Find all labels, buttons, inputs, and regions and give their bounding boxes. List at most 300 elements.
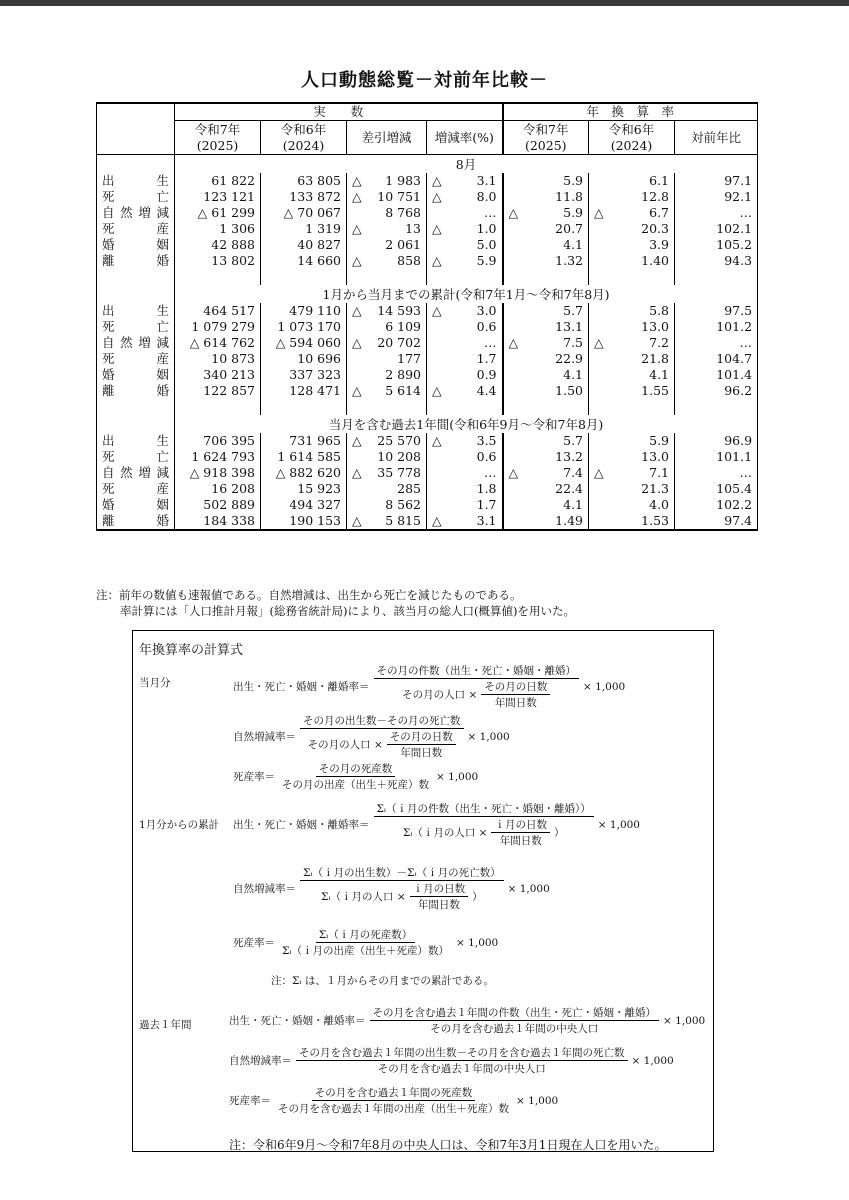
gap-cell xyxy=(503,269,589,285)
table-row xyxy=(97,465,758,481)
r6-value: 1 319 xyxy=(261,221,347,237)
row-label xyxy=(97,253,175,269)
row-label-char: 然 xyxy=(120,335,133,350)
r7-value: 123 121 xyxy=(175,189,261,205)
row-label-char: 姻 xyxy=(156,237,169,252)
a6-value-value: 12.8 xyxy=(641,189,670,204)
row-label-char: 姻 xyxy=(156,367,169,382)
rate-value-value: 1.0 xyxy=(476,221,497,236)
r6-value: 731 965 xyxy=(261,433,347,449)
a7-value-value: 11.8 xyxy=(555,189,584,204)
rate-value-value: 5.0 xyxy=(476,237,497,252)
row-label-char: 姻 xyxy=(156,497,169,512)
rate-value-value: 5.9 xyxy=(476,253,497,268)
a6-value-value: 5.9 xyxy=(649,433,670,448)
formula-h1: 出生・死亡・婚姻・離婚率＝ $\frac{\text{その月を含む過去１年間の件数（出生・死亡・婚姻・離婚）}}{\text{その月を含む過去１年間の中央人口}}$ × 1,000 xyxy=(229,1007,706,1035)
row-label-char: 産 xyxy=(156,481,169,496)
section-kako: 過去１年間 xyxy=(139,1019,192,1031)
r7-value: 1 624 793 xyxy=(175,449,261,465)
diff-value-mark: △ xyxy=(352,189,362,204)
r7-value: 61 822 xyxy=(175,173,261,189)
a7-value-value: 5.7 xyxy=(563,303,584,318)
diff-value-value: 13 xyxy=(405,221,421,236)
row-label-char: 減 xyxy=(156,335,169,350)
table-row xyxy=(97,449,758,465)
rate-value-value: 4.4 xyxy=(476,383,497,398)
yoy-value: … xyxy=(675,335,758,351)
page-title: 人口動態総覧－対前年比較－ xyxy=(301,70,548,91)
row-label-char: 離 xyxy=(102,253,115,268)
yoy-value: 101.1 xyxy=(675,449,758,465)
rate-value xyxy=(427,303,503,319)
diff-value xyxy=(347,383,427,399)
r6-header: 令和6年 (2024) xyxy=(261,121,347,155)
a7-value-value: 4.1 xyxy=(563,497,584,512)
row-label-char: 生 xyxy=(156,433,169,448)
diff-value xyxy=(347,497,427,513)
diff-value-mark: △ xyxy=(352,173,362,188)
a6-value xyxy=(589,433,675,449)
a6-value-value: 13.0 xyxy=(641,319,670,334)
r7-value: 122 857 xyxy=(175,383,261,399)
diff-value xyxy=(347,465,427,481)
formula-title: 年換算率の計算式 xyxy=(139,643,244,658)
r6-value: △ 70 067 xyxy=(261,205,347,221)
section-title-row xyxy=(97,285,758,303)
row-label xyxy=(97,383,175,399)
row-label-char: 婚 xyxy=(156,513,169,528)
gap-cell xyxy=(675,399,758,415)
gap-cell xyxy=(427,399,503,415)
a7-value xyxy=(503,221,589,237)
table-row xyxy=(97,367,758,383)
row-label xyxy=(97,205,175,221)
diff-value-mark: △ xyxy=(352,303,362,318)
diff-value-mark: △ xyxy=(352,221,362,236)
r7-value: 464 517 xyxy=(175,303,261,319)
row-label-char: 死 xyxy=(102,221,115,236)
r6-value: 63 805 xyxy=(261,173,347,189)
r7-value: 1 306 xyxy=(175,221,261,237)
label-cell xyxy=(97,415,175,433)
diff-value-value: 2 890 xyxy=(385,367,421,382)
row-label xyxy=(97,189,175,205)
row-label-char: 婚 xyxy=(156,253,169,268)
a7-value xyxy=(503,303,589,319)
row-label xyxy=(97,221,175,237)
gap-cell xyxy=(589,399,675,415)
gap-cell xyxy=(175,399,261,415)
diff-value xyxy=(347,481,427,497)
diff-value-value: 10 208 xyxy=(377,449,421,464)
row-label-char: 婚 xyxy=(102,367,115,382)
diff-value-mark: △ xyxy=(352,383,362,398)
diff-value xyxy=(347,335,427,351)
row-label-char: 死 xyxy=(102,319,115,334)
a6-value-value: 1.53 xyxy=(641,513,670,528)
a7-value-value: 7.4 xyxy=(563,465,584,480)
a6-value xyxy=(589,319,675,335)
section-gap xyxy=(97,269,758,285)
a7-value-value: 4.1 xyxy=(563,237,584,252)
formula-f3: 死産率＝ $\frac{\text{その月の死産数}}{\text{その月の出産（出生＋死産）数}}$ × 1,000 xyxy=(233,763,479,791)
rate-value-value: … xyxy=(484,205,497,220)
rate-value-value: … xyxy=(484,335,497,350)
row-label-char: 死 xyxy=(102,449,115,464)
formula-h2: 自然増減率＝ $\frac{\text{その月を含む過去１年間の出生数－その月を含む過去１年間の死亡数}}{\text{その月を含む過去１年間の中央人口}}$ × 1,000 xyxy=(229,1047,674,1075)
table-row xyxy=(97,497,758,513)
r6-value: 14 660 xyxy=(261,253,347,269)
a6-value-value: 13.0 xyxy=(641,449,670,464)
table-row xyxy=(97,253,758,269)
gap-cell xyxy=(261,269,347,285)
rate-value xyxy=(427,433,503,449)
r7-value: 10 873 xyxy=(175,351,261,367)
rate-value-value: 1.7 xyxy=(476,497,497,512)
rate-value xyxy=(427,481,503,497)
a7-value-value: 22.9 xyxy=(555,351,584,366)
yoy-value: 104.7 xyxy=(675,351,758,367)
rate-value-value: 3.0 xyxy=(476,303,497,318)
diff-value xyxy=(347,367,427,383)
row-label-char: 生 xyxy=(156,303,169,318)
r6-value: 479 110 xyxy=(261,303,347,319)
diff-value-value: 858 xyxy=(397,253,421,268)
a7-value xyxy=(503,481,589,497)
row-label-char: 自 xyxy=(102,335,115,350)
rate-value xyxy=(427,319,503,335)
a6-value-value: 5.8 xyxy=(649,303,670,318)
rate-value-mark: △ xyxy=(432,433,442,448)
a7-value xyxy=(503,319,589,335)
diff-value xyxy=(347,449,427,465)
row-label xyxy=(97,351,175,367)
a6-value-value: 7.1 xyxy=(649,465,670,480)
table-row xyxy=(97,237,758,253)
rate-value-value: 0.6 xyxy=(476,319,497,334)
diff-value-value: 8 562 xyxy=(385,497,421,512)
gap-cell xyxy=(347,399,427,415)
a6-value-value: 6.1 xyxy=(649,173,670,188)
a6-value xyxy=(589,449,675,465)
diff-value-value: 8 768 xyxy=(385,205,421,220)
diff-value xyxy=(347,513,427,530)
row-label-char: 婚 xyxy=(102,497,115,512)
top-bar xyxy=(0,0,849,6)
table-row xyxy=(97,173,758,189)
a6-value-mark: △ xyxy=(594,205,604,220)
a7-value-value: 13.2 xyxy=(555,449,584,464)
a7-value xyxy=(503,367,589,383)
rate-value-value: 1.7 xyxy=(476,351,497,366)
rate-value-mark: △ xyxy=(432,173,442,188)
rate-value xyxy=(427,205,503,221)
sigma-note: 注：Σᵢ は、１月からその月までの累計である。 xyxy=(271,975,494,987)
diff-value-value: 25 570 xyxy=(377,433,421,448)
diff-value-value: 285 xyxy=(397,481,421,496)
rate-value xyxy=(427,189,503,205)
table-row xyxy=(97,513,758,530)
row-label xyxy=(97,465,175,481)
rate-value xyxy=(427,221,503,237)
a6-value-value: 4.0 xyxy=(649,497,670,512)
a7-value xyxy=(503,383,589,399)
section-gap xyxy=(97,399,758,415)
rate-value-value: 0.6 xyxy=(476,449,497,464)
table-row xyxy=(97,189,758,205)
diff-value xyxy=(347,351,427,367)
r6-value: 494 327 xyxy=(261,497,347,513)
row-label xyxy=(97,173,175,189)
label-cell xyxy=(97,155,175,174)
r7-value: △ 614 762 xyxy=(175,335,261,351)
a6-value xyxy=(589,335,675,351)
r6-value: 133 872 xyxy=(261,189,347,205)
rate-value xyxy=(427,335,503,351)
a6-value xyxy=(589,173,675,189)
a6-value xyxy=(589,513,675,530)
row-label-char: 婚 xyxy=(102,237,115,252)
yoy-value: 105.2 xyxy=(675,237,758,253)
a6-value-value: 6.7 xyxy=(649,205,670,220)
rate-value-mark: △ xyxy=(432,383,442,398)
row-label-char: 増 xyxy=(138,335,151,350)
yoy-value: 101.4 xyxy=(675,367,758,383)
a6-value-value: 21.3 xyxy=(641,481,670,496)
diff-value xyxy=(347,205,427,221)
row-label-char: 増 xyxy=(138,205,151,220)
table-row xyxy=(97,319,758,335)
formula-g2: 自然増減率＝ Σᵢ（ｉ月の出生数）－Σᵢ（ｉ月の死亡数） Σᵢ（ｉ月の人口 × $\frac{\text{ｉ月の日数}}{\text{年間日数}}$ ） × 1,000 xyxy=(233,867,550,911)
a6-value xyxy=(589,253,675,269)
r7-value: 340 213 xyxy=(175,367,261,383)
a7-value xyxy=(503,253,589,269)
diff-value-value: 5 614 xyxy=(385,383,421,398)
a6-value xyxy=(589,497,675,513)
yoy-value: … xyxy=(675,465,758,481)
a6-value xyxy=(589,465,675,481)
table-row xyxy=(97,205,758,221)
r7-value: 502 889 xyxy=(175,497,261,513)
section-title: 8月 xyxy=(175,155,758,174)
r6-value: 10 696 xyxy=(261,351,347,367)
a7-value-value: 13.1 xyxy=(555,319,584,334)
yoy-value: 94.3 xyxy=(675,253,758,269)
row-label xyxy=(97,497,175,513)
row-label-char: 亡 xyxy=(156,189,169,204)
a7-value xyxy=(503,465,589,481)
a6-value xyxy=(589,205,675,221)
a7-value xyxy=(503,449,589,465)
r7-value: △ 918 398 xyxy=(175,465,261,481)
diff-value xyxy=(347,221,427,237)
rate-value-mark: △ xyxy=(432,253,442,268)
a7-value xyxy=(503,497,589,513)
a7-value-value: 5.9 xyxy=(563,173,584,188)
r7-value: 42 888 xyxy=(175,237,261,253)
row-label xyxy=(97,237,175,253)
a6-value-value: 3.9 xyxy=(649,237,670,252)
rate-value xyxy=(427,367,503,383)
diff-value-mark: △ xyxy=(352,465,362,480)
row-label-char: 自 xyxy=(102,465,115,480)
r6-value: 1 073 170 xyxy=(261,319,347,335)
row-label-char: 然 xyxy=(120,465,133,480)
row-label-char: 増 xyxy=(138,465,151,480)
a7-value xyxy=(503,237,589,253)
a6-value-value: 4.1 xyxy=(649,367,670,382)
row-label-char: 出 xyxy=(102,433,115,448)
row-label-char: 亡 xyxy=(156,319,169,334)
gap-cell xyxy=(675,269,758,285)
row-label-char: 然 xyxy=(120,205,133,220)
r6-value: 40 827 xyxy=(261,237,347,253)
rate-value xyxy=(427,253,503,269)
yoy-value: 105.4 xyxy=(675,481,758,497)
r6-value: 337 323 xyxy=(261,367,347,383)
a6-value xyxy=(589,237,675,253)
row-label-char: 減 xyxy=(156,465,169,480)
rate-value-value: 1.8 xyxy=(476,481,497,496)
row-label xyxy=(97,481,175,497)
diff-value xyxy=(347,303,427,319)
section-tougetsu: 当月分 xyxy=(139,677,171,689)
a7-value-value: 4.1 xyxy=(563,367,584,382)
row-label-char: 産 xyxy=(156,351,169,366)
rate-value-mark: △ xyxy=(432,189,442,204)
yoy-value: 97.4 xyxy=(675,513,758,530)
row-label xyxy=(97,513,175,530)
a6-value xyxy=(589,303,675,319)
table-row xyxy=(97,335,758,351)
diff-header: 差引増減 xyxy=(347,121,427,155)
yoy-header: 対前年比 xyxy=(675,121,758,155)
a6-value-value: 7.2 xyxy=(649,335,670,350)
row-label-char: 自 xyxy=(102,205,115,220)
a6-header: 令和6年 (2024) xyxy=(589,121,675,155)
a7-value-value: 5.9 xyxy=(563,205,584,220)
a7-value-value: 1.49 xyxy=(555,513,584,528)
r7-value: 1 079 279 xyxy=(175,319,261,335)
box-note: 注：令和6年9月～令和7年8月の中央人口は、令和7年3月1日現在人口を用いた。 xyxy=(229,1138,667,1152)
table-row xyxy=(97,351,758,367)
yoy-value: 102.1 xyxy=(675,221,758,237)
a7-value-value: 1.32 xyxy=(555,253,584,268)
rate-value xyxy=(427,465,503,481)
r6-value: 128 471 xyxy=(261,383,347,399)
diff-value-value: 2 061 xyxy=(385,237,421,252)
diff-value-value: 20 702 xyxy=(377,335,421,350)
rate-value-value: 8.0 xyxy=(476,189,497,204)
r6-value: △ 882 620 xyxy=(261,465,347,481)
r7-value: 706 395 xyxy=(175,433,261,449)
table-notes xyxy=(96,587,575,619)
diff-value-mark: △ xyxy=(352,335,362,350)
yoy-value: 101.2 xyxy=(675,319,758,335)
yoy-value: 102.2 xyxy=(675,497,758,513)
rate-value-value: 3.1 xyxy=(476,513,497,528)
formula-g3: 死産率＝ $\frac{\text{Σᵢ（ｉ月の死産数）}}{\text{Σᵢ（ｉ月の出産（出生＋死産）数）}}$ × 1,000 xyxy=(233,929,499,957)
label-header xyxy=(97,103,175,155)
row-label-char: 減 xyxy=(156,205,169,220)
rate-value xyxy=(427,237,503,253)
rate-value-mark: △ xyxy=(432,303,442,318)
row-label xyxy=(97,303,175,319)
row-label-char: 死 xyxy=(102,189,115,204)
a7-value xyxy=(503,433,589,449)
row-label xyxy=(97,433,175,449)
diff-value xyxy=(347,319,427,335)
diff-value-value: 10 751 xyxy=(377,189,421,204)
rate-value xyxy=(427,351,503,367)
a7-value xyxy=(503,189,589,205)
a7-value xyxy=(503,513,589,530)
a7-header: 令和7年 (2025) xyxy=(503,121,589,155)
a6-value xyxy=(589,481,675,497)
yoy-value: 97.1 xyxy=(675,173,758,189)
diff-value-value: 5 815 xyxy=(385,513,421,528)
diff-value-value: 35 778 xyxy=(377,465,421,480)
row-label xyxy=(97,449,175,465)
yoy-value: 92.1 xyxy=(675,189,758,205)
a7-value xyxy=(503,335,589,351)
row-label-char: 離 xyxy=(102,513,115,528)
diff-value-mark: △ xyxy=(352,513,362,528)
rate-value xyxy=(427,173,503,189)
a7-value-mark: △ xyxy=(508,205,519,220)
row-label-char: 亡 xyxy=(156,449,169,464)
gap-cell xyxy=(261,399,347,415)
stats-table xyxy=(96,102,758,531)
a6-value-value: 1.40 xyxy=(641,253,670,268)
rate-value xyxy=(427,513,503,530)
rate-value-mark: △ xyxy=(432,513,442,528)
a7-value xyxy=(503,351,589,367)
gap-cell xyxy=(427,269,503,285)
row-label-char: 婚 xyxy=(156,383,169,398)
formula-h3: 死産率＝ $\frac{\text{その月を含む過去１年間の死産数}}{\text{その月を含む過去１年間の出産（出生＋死産）数}}$ × 1,000 xyxy=(229,1087,559,1115)
table-row xyxy=(97,303,758,319)
a6-value-value: 20.3 xyxy=(641,221,670,236)
row-label-char: 生 xyxy=(156,173,169,188)
rate-value-value: … xyxy=(484,465,497,480)
row-label-char: 出 xyxy=(102,173,115,188)
rate-value xyxy=(427,449,503,465)
r6-value: 15 923 xyxy=(261,481,347,497)
rate-value xyxy=(427,497,503,513)
a6-value xyxy=(589,189,675,205)
gap-cell xyxy=(347,269,427,285)
r6-value: △ 594 060 xyxy=(261,335,347,351)
r6-value: 1 614 585 xyxy=(261,449,347,465)
row-label-char: 産 xyxy=(156,221,169,236)
r7-header: 令和7年 (2025) xyxy=(175,121,261,155)
gap-cell xyxy=(97,269,175,285)
table-row xyxy=(97,383,758,399)
r7-value: 184 338 xyxy=(175,513,261,530)
formula-box xyxy=(132,630,714,1152)
a7-value-value: 7.5 xyxy=(563,335,584,350)
a6-value xyxy=(589,383,675,399)
section-title: 1月から当月までの累計(令和7年1月～令和7年8月) xyxy=(175,285,758,303)
r6-value: 190 153 xyxy=(261,513,347,530)
note-1: 注：前年の数値も速報値である。自然増減は、出生から死亡を減じたものである。 xyxy=(96,588,522,602)
diff-value-value: 14 593 xyxy=(377,303,421,318)
a7-value xyxy=(503,205,589,221)
row-label xyxy=(97,319,175,335)
section-title: 当月を含む過去1年間(令和6年9月～令和7年8月) xyxy=(175,415,758,433)
row-label xyxy=(97,335,175,351)
